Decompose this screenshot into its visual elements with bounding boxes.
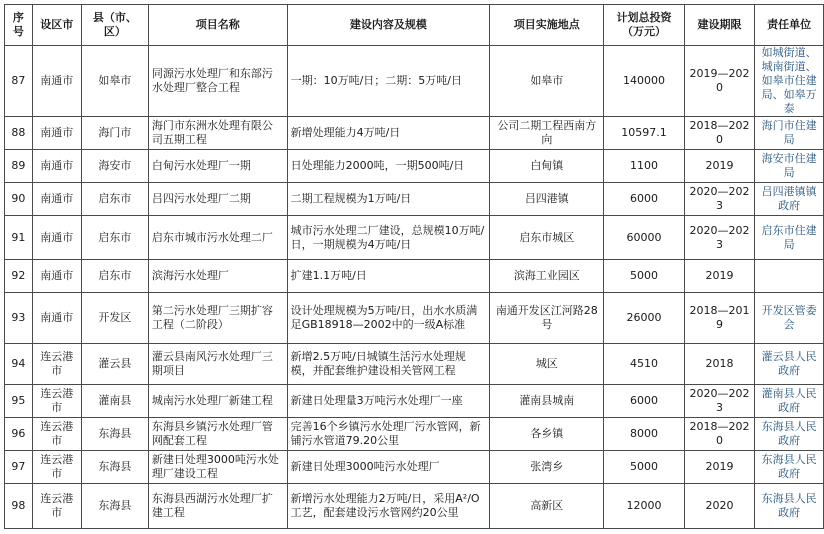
cell-city: 连云港市 [32, 344, 81, 385]
cell-content: 日处理能力2000吨，一期500吨/日 [287, 150, 490, 183]
cell-unit: 海门市住建局 [755, 117, 824, 150]
cell-period: 2018—2019 [684, 293, 754, 344]
table-row [5, 150, 824, 183]
cell-unit: 开发区管委会 [755, 293, 824, 344]
cell-location: 灌南县城南 [490, 385, 604, 418]
cell-city: 连云港市 [32, 418, 81, 451]
cell-project: 启东市城市污水处理二厂 [148, 216, 287, 260]
cell-city: 连云港市 [32, 451, 81, 484]
cell-project: 吕四污水处理厂二期 [148, 183, 287, 216]
cell-period: 2019 [684, 451, 754, 484]
cell-project: 第二污水处理厂三期扩容工程（二阶段） [148, 293, 287, 344]
header-location: 项目实施地点 [490, 5, 604, 46]
table-row [5, 418, 824, 451]
cell-content: 新增2.5万吨/日城镇生活污水处理规模，并配套维护建设相关管网工程 [287, 344, 490, 385]
cell-county: 海安市 [81, 150, 148, 183]
cell-index: 93 [5, 293, 33, 344]
cell-location: 滨海工业园区 [490, 260, 604, 293]
cell-content: 扩建1.1万吨/日 [287, 260, 490, 293]
cell-city: 南通市 [32, 293, 81, 344]
cell-index: 92 [5, 260, 33, 293]
cell-investment: 6000 [604, 385, 684, 418]
cell-unit [755, 260, 824, 293]
cell-index: 95 [5, 385, 33, 418]
cell-county: 灌南县 [81, 385, 148, 418]
cell-period: 2019 [684, 150, 754, 183]
cell-unit: 如城街道、城南街道、如皋市住建局、如皋万泰 [755, 46, 824, 117]
cell-county: 东海县 [81, 484, 148, 529]
cell-county: 东海县 [81, 451, 148, 484]
cell-investment: 6000 [604, 183, 684, 216]
cell-investment: 12000 [604, 484, 684, 529]
cell-unit: 东海县人民政府 [755, 451, 824, 484]
table-row [5, 46, 824, 117]
cell-content: 新增处理能力4万吨/日 [287, 117, 490, 150]
cell-content: 完善16个乡镇污水处理厂污水管网，新铺污水管道79.20公里 [287, 418, 490, 451]
cell-city: 南通市 [32, 46, 81, 117]
cell-unit: 灌云县人民政府 [755, 344, 824, 385]
table-row [5, 451, 824, 484]
table-row [5, 344, 824, 385]
cell-content: 设计处理规模为5万吨/日，出水水质满足GB18918—2002中的一级A标准 [287, 293, 490, 344]
cell-location: 张湾乡 [490, 451, 604, 484]
cell-unit: 东海县人民政府 [755, 418, 824, 451]
cell-project: 城南污水处理厂新建工程 [148, 385, 287, 418]
cell-city: 南通市 [32, 260, 81, 293]
table-row [5, 484, 824, 529]
cell-location: 白甸镇 [490, 150, 604, 183]
cell-period: 2019 [684, 260, 754, 293]
cell-period: 2020—2023 [684, 385, 754, 418]
cell-location: 城区 [490, 344, 604, 385]
header-unit: 责任单位 [755, 5, 824, 46]
cell-investment: 140000 [604, 46, 684, 117]
cell-index: 98 [5, 484, 33, 529]
cell-content: 城市污水处理二厂建设，总规模10万吨/日，一期规模为4万吨/日 [287, 216, 490, 260]
table-container [4, 4, 824, 529]
header-period: 建设期限 [684, 5, 754, 46]
cell-content: 新建日处理3000吨污水处理厂 [287, 451, 490, 484]
cell-unit: 海安市住建局 [755, 150, 824, 183]
table-row [5, 117, 824, 150]
header-project: 项目名称 [148, 5, 287, 46]
cell-project: 白甸污水处理厂一期 [148, 150, 287, 183]
cell-county: 启东市 [81, 260, 148, 293]
cell-county: 东海县 [81, 418, 148, 451]
cell-project: 新建日处理3000吨污水处理厂建设工程 [148, 451, 287, 484]
header-index: 序号 [5, 5, 33, 46]
cell-period: 2020—2023 [684, 183, 754, 216]
cell-location: 高新区 [490, 484, 604, 529]
header-county: 县（市、区） [81, 5, 148, 46]
cell-investment: 60000 [604, 216, 684, 260]
cell-city: 连云港市 [32, 385, 81, 418]
cell-city: 南通市 [32, 117, 81, 150]
cell-location: 吕四港镇 [490, 183, 604, 216]
cell-index: 91 [5, 216, 33, 260]
project-table [4, 4, 824, 529]
header-investment: 计划总投资（万元） [604, 5, 684, 46]
cell-unit: 启东市住建局 [755, 216, 824, 260]
cell-content: 二期工程规模为1万吨/日 [287, 183, 490, 216]
cell-investment: 26000 [604, 293, 684, 344]
cell-index: 89 [5, 150, 33, 183]
cell-index: 87 [5, 46, 33, 117]
cell-unit: 灌南县人民政府 [755, 385, 824, 418]
cell-project: 滨海污水处理厂 [148, 260, 287, 293]
cell-project: 东海县西湖污水处理厂扩建工程 [148, 484, 287, 529]
cell-period: 2018—2020 [684, 117, 754, 150]
cell-index: 94 [5, 344, 33, 385]
cell-project: 东海县乡镇污水处理厂管网配套工程 [148, 418, 287, 451]
header-city: 设区市 [32, 5, 81, 46]
cell-unit: 吕四港镇镇政府 [755, 183, 824, 216]
cell-county: 开发区 [81, 293, 148, 344]
cell-index: 90 [5, 183, 33, 216]
cell-county: 启东市 [81, 183, 148, 216]
cell-county: 海门市 [81, 117, 148, 150]
cell-period: 2018 [684, 344, 754, 385]
table-row [5, 293, 824, 344]
cell-city: 南通市 [32, 183, 81, 216]
cell-investment: 5000 [604, 260, 684, 293]
cell-period: 2020 [684, 484, 754, 529]
cell-index: 97 [5, 451, 33, 484]
cell-investment: 8000 [604, 418, 684, 451]
cell-investment: 1100 [604, 150, 684, 183]
cell-period: 2019—2020 [684, 46, 754, 117]
cell-city: 南通市 [32, 216, 81, 260]
cell-city: 连云港市 [32, 484, 81, 529]
table-row [5, 216, 824, 260]
cell-content: 新增污水处理能力2万吨/日，采用A²/O工艺，配套建设污水管网约20公里 [287, 484, 490, 529]
cell-project: 海门市东洲水处理有限公司五期工程 [148, 117, 287, 150]
cell-index: 96 [5, 418, 33, 451]
cell-location: 公司二期工程西南方向 [490, 117, 604, 150]
table-row [5, 260, 824, 293]
cell-county: 灌云县 [81, 344, 148, 385]
cell-content: 新建日处理量3万吨污水处理厂一座 [287, 385, 490, 418]
header-row [5, 5, 824, 46]
cell-location: 各乡镇 [490, 418, 604, 451]
cell-investment: 10597.1 [604, 117, 684, 150]
cell-county: 如皋市 [81, 46, 148, 117]
cell-county: 启东市 [81, 216, 148, 260]
table-row [5, 183, 824, 216]
cell-city: 南通市 [32, 150, 81, 183]
cell-location: 南通开发区江河路28号 [490, 293, 604, 344]
table-row [5, 385, 824, 418]
header-content: 建设内容及规模 [287, 5, 490, 46]
cell-project: 同源污水处理厂和东部污水处理厂整合工程 [148, 46, 287, 117]
cell-index: 88 [5, 117, 33, 150]
cell-investment: 4510 [604, 344, 684, 385]
cell-period: 2020—2023 [684, 216, 754, 260]
cell-period: 2018—2020 [684, 418, 754, 451]
cell-location: 如皋市 [490, 46, 604, 117]
cell-unit: 东海县人民政府 [755, 484, 824, 529]
cell-investment: 5000 [604, 451, 684, 484]
cell-content: 一期：10万吨/日；二期：5万吨/日 [287, 46, 490, 117]
cell-project: 灌云县南风污水处理厂三期项目 [148, 344, 287, 385]
cell-location: 启东市城区 [490, 216, 604, 260]
